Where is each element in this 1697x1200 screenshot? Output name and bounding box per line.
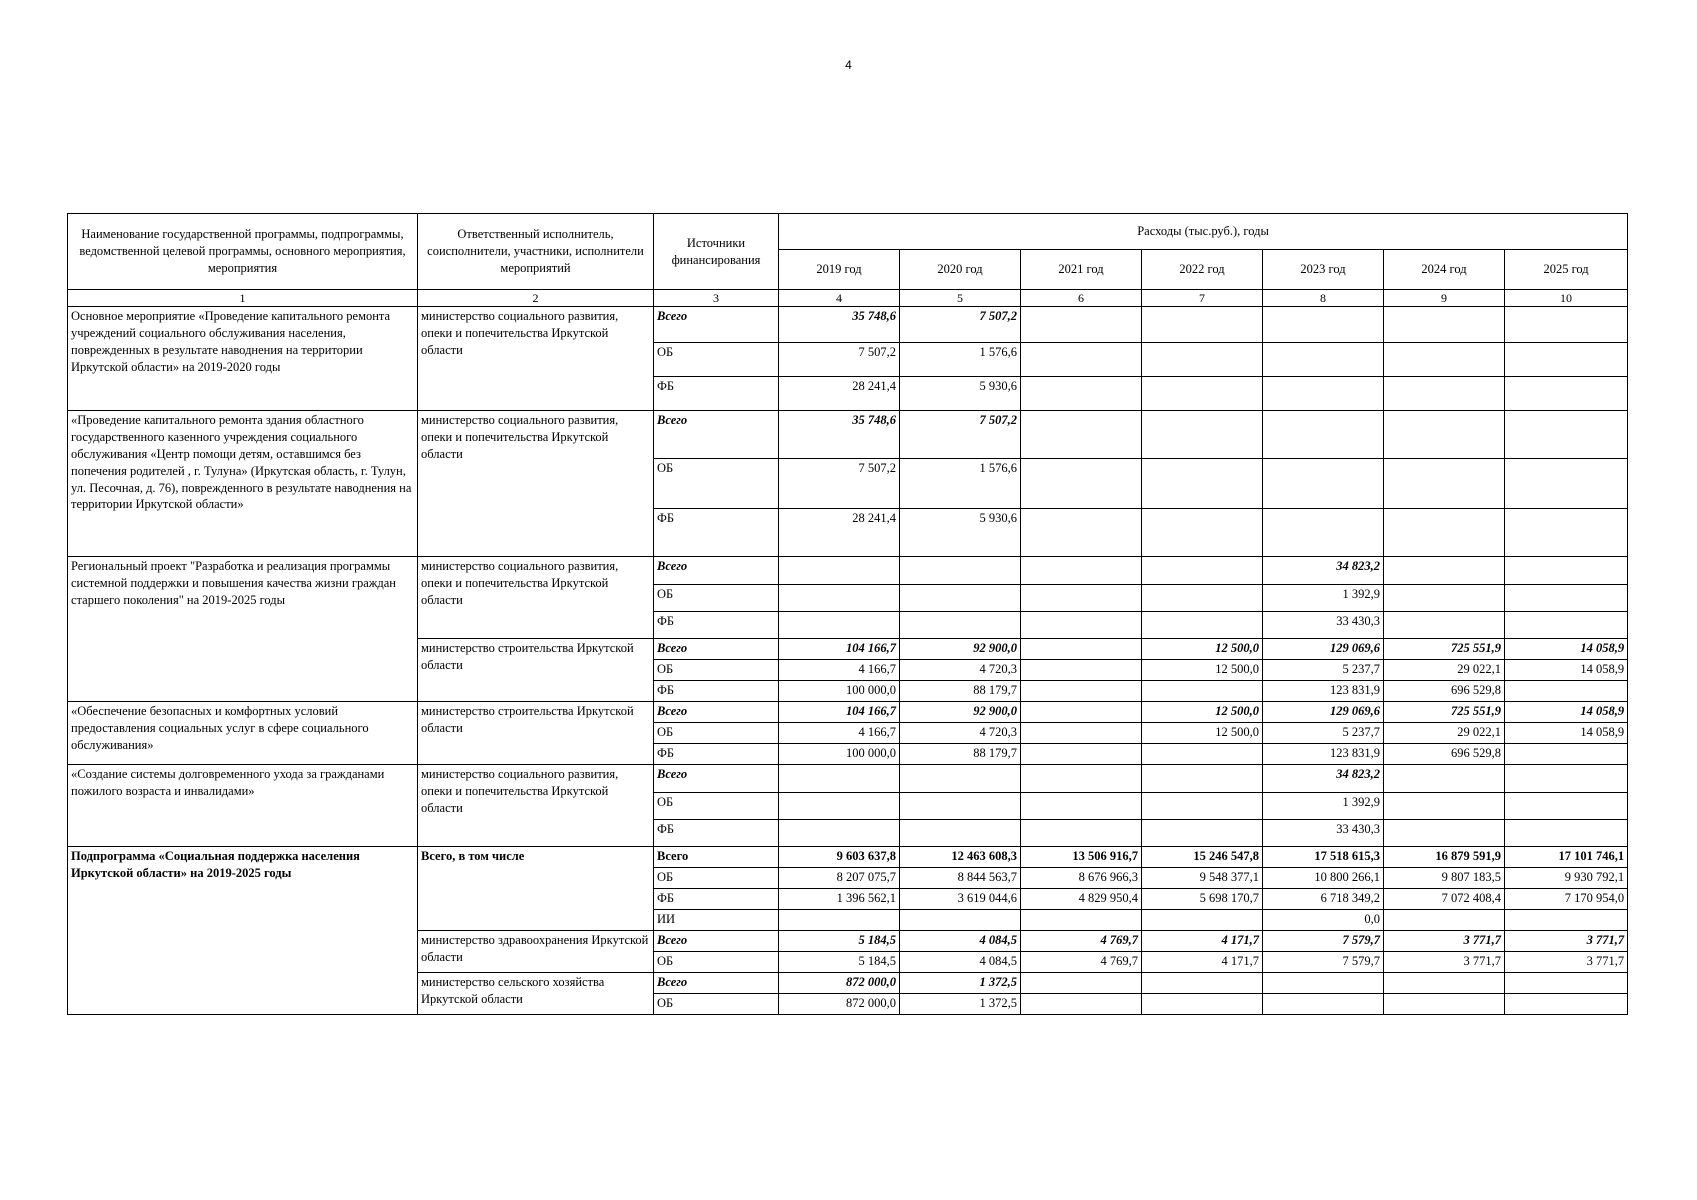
value-cell: 12 463 608,3 — [900, 847, 1021, 868]
value-cell: 3 771,7 — [1384, 931, 1505, 952]
value-cell — [1021, 702, 1142, 723]
value-cell — [1505, 765, 1628, 793]
value-cell — [900, 585, 1021, 612]
value-cell: 872 000,0 — [779, 973, 900, 994]
col-number: 2 — [418, 290, 654, 307]
value-cell: 5 698 170,7 — [1142, 889, 1263, 910]
source-cell: ОБ — [654, 459, 779, 509]
value-cell: 100 000,0 — [779, 681, 900, 702]
value-cell — [1263, 411, 1384, 459]
value-cell — [900, 910, 1021, 931]
value-cell — [1142, 973, 1263, 994]
col-number: 4 — [779, 290, 900, 307]
value-cell: 33 430,3 — [1263, 612, 1384, 639]
source-cell: ФБ — [654, 681, 779, 702]
value-cell: 1 392,9 — [1263, 793, 1384, 820]
value-cell — [1021, 509, 1142, 557]
value-cell: 34 823,2 — [1263, 557, 1384, 585]
value-cell — [1263, 459, 1384, 509]
value-cell — [779, 793, 900, 820]
value-cell — [1021, 639, 1142, 660]
value-cell: 7 507,2 — [779, 459, 900, 509]
value-cell: 17 101 746,1 — [1505, 847, 1628, 868]
program-name-cell: Региональный проект "Разработка и реализация программы системной поддержки и повышения качества жизни граждан старшего поколения" на 2019-2025 годы — [68, 557, 418, 702]
value-cell: 123 831,9 — [1263, 681, 1384, 702]
value-cell: 35 748,6 — [779, 307, 900, 343]
table-row — [68, 557, 1628, 585]
value-cell: 104 166,7 — [779, 639, 900, 660]
value-cell — [1505, 910, 1628, 931]
header-executor: Ответственный исполнитель, соисполнители, участники, исполнители мероприятий — [418, 214, 654, 290]
source-cell: Всего — [654, 973, 779, 994]
value-cell — [1384, 307, 1505, 343]
value-cell: 7 579,7 — [1263, 952, 1384, 973]
value-cell: 7 507,2 — [900, 411, 1021, 459]
source-cell: ОБ — [654, 868, 779, 889]
value-cell — [1021, 612, 1142, 639]
value-cell: 29 022,1 — [1384, 660, 1505, 681]
value-cell: 9 548 377,1 — [1142, 868, 1263, 889]
value-cell: 3 771,7 — [1505, 931, 1628, 952]
value-cell: 129 069,6 — [1263, 639, 1384, 660]
value-cell — [779, 557, 900, 585]
table-body — [68, 307, 1628, 1015]
value-cell: 13 506 916,7 — [1021, 847, 1142, 868]
value-cell: 4 166,7 — [779, 660, 900, 681]
value-cell: 8 676 966,3 — [1021, 868, 1142, 889]
value-cell — [1384, 973, 1505, 994]
value-cell: 3 619 044,6 — [900, 889, 1021, 910]
value-cell — [1263, 307, 1384, 343]
value-cell — [1021, 585, 1142, 612]
value-cell: 1 576,6 — [900, 343, 1021, 377]
value-cell: 725 551,9 — [1384, 702, 1505, 723]
source-cell: Всего — [654, 847, 779, 868]
col-number: 7 — [1142, 290, 1263, 307]
value-cell — [1021, 377, 1142, 411]
executor-cell: Всего, в том числе — [418, 847, 654, 931]
value-cell: 1 372,5 — [900, 973, 1021, 994]
value-cell: 9 807 183,5 — [1384, 868, 1505, 889]
value-cell — [900, 793, 1021, 820]
value-cell — [1142, 411, 1263, 459]
value-cell — [1142, 612, 1263, 639]
value-cell — [1263, 973, 1384, 994]
value-cell — [1142, 377, 1263, 411]
value-cell: 872 000,0 — [779, 994, 900, 1015]
value-cell: 4 720,3 — [900, 723, 1021, 744]
executor-cell: министерство социального развития, опеки и попечительства Иркутской области — [418, 307, 654, 411]
value-cell — [1021, 973, 1142, 994]
value-cell: 5 237,7 — [1263, 723, 1384, 744]
source-cell: ФБ — [654, 889, 779, 910]
col-number: 5 — [900, 290, 1021, 307]
header-year: 2024 год — [1384, 250, 1505, 290]
page-number: 4 — [845, 58, 852, 72]
value-cell — [1142, 585, 1263, 612]
value-cell — [1505, 459, 1628, 509]
header-year: 2020 год — [900, 250, 1021, 290]
value-cell: 696 529,8 — [1384, 681, 1505, 702]
value-cell — [1505, 994, 1628, 1015]
budget-table — [67, 213, 1628, 1015]
header-year: 2023 год — [1263, 250, 1384, 290]
value-cell: 4 769,7 — [1021, 952, 1142, 973]
value-cell: 5 184,5 — [779, 931, 900, 952]
value-cell — [1263, 343, 1384, 377]
value-cell — [1142, 994, 1263, 1015]
value-cell: 14 058,9 — [1505, 702, 1628, 723]
value-cell — [1505, 612, 1628, 639]
value-cell — [1384, 612, 1505, 639]
value-cell: 4 084,5 — [900, 931, 1021, 952]
source-cell: ОБ — [654, 343, 779, 377]
header-name: Наименование государственной программы, подпрограммы, ведомственной целевой программы, основного мероприятия, мероприятия — [68, 214, 418, 290]
value-cell: 5 930,6 — [900, 377, 1021, 411]
source-cell: Всего — [654, 639, 779, 660]
value-cell — [1384, 820, 1505, 847]
value-cell — [1021, 994, 1142, 1015]
value-cell: 15 246 547,8 — [1142, 847, 1263, 868]
source-cell: Всего — [654, 411, 779, 459]
value-cell — [1384, 509, 1505, 557]
value-cell: 4 769,7 — [1021, 931, 1142, 952]
value-cell: 4 166,7 — [779, 723, 900, 744]
value-cell — [1021, 343, 1142, 377]
source-cell: Всего — [654, 557, 779, 585]
value-cell: 92 900,0 — [900, 702, 1021, 723]
value-cell: 14 058,9 — [1505, 639, 1628, 660]
executor-cell: министерство социального развития, опеки и попечительства Иркутской области — [418, 411, 654, 557]
value-cell: 14 058,9 — [1505, 723, 1628, 744]
value-cell — [1021, 793, 1142, 820]
table-row — [68, 307, 1628, 343]
executor-cell: министерство сельского хозяйства Иркутской области — [418, 973, 654, 1015]
header-year: 2019 год — [779, 250, 900, 290]
col-number: 8 — [1263, 290, 1384, 307]
value-cell: 17 518 615,3 — [1263, 847, 1384, 868]
col-number: 6 — [1021, 290, 1142, 307]
value-cell — [1263, 509, 1384, 557]
value-cell — [1505, 744, 1628, 765]
value-cell — [1505, 411, 1628, 459]
value-cell — [1021, 820, 1142, 847]
table-row — [68, 847, 1628, 868]
value-cell — [1384, 910, 1505, 931]
value-cell: 92 900,0 — [900, 639, 1021, 660]
value-cell — [1384, 459, 1505, 509]
value-cell — [1021, 307, 1142, 343]
executor-cell: министерство строительства Иркутской области — [418, 702, 654, 765]
value-cell — [779, 820, 900, 847]
value-cell — [1384, 994, 1505, 1015]
value-cell: 5 930,6 — [900, 509, 1021, 557]
value-cell: 3 771,7 — [1384, 952, 1505, 973]
value-cell: 6 718 349,2 — [1263, 889, 1384, 910]
source-cell: ФБ — [654, 377, 779, 411]
header-source: Источники финансирования — [654, 214, 779, 290]
value-cell — [1142, 557, 1263, 585]
value-cell: 88 179,7 — [900, 681, 1021, 702]
value-cell — [1142, 793, 1263, 820]
value-cell — [1142, 459, 1263, 509]
value-cell — [1505, 557, 1628, 585]
value-cell — [1505, 793, 1628, 820]
value-cell: 12 500,0 — [1142, 723, 1263, 744]
source-cell: ОБ — [654, 994, 779, 1015]
value-cell: 12 500,0 — [1142, 639, 1263, 660]
value-cell: 9 603 637,8 — [779, 847, 900, 868]
source-cell: Всего — [654, 307, 779, 343]
value-cell: 34 823,2 — [1263, 765, 1384, 793]
value-cell — [1142, 820, 1263, 847]
table-row — [68, 702, 1628, 723]
executor-cell: министерство строительства Иркутской области — [418, 639, 654, 702]
value-cell: 28 241,4 — [779, 509, 900, 557]
value-cell — [1142, 765, 1263, 793]
value-cell — [1505, 681, 1628, 702]
value-cell — [779, 910, 900, 931]
value-cell: 100 000,0 — [779, 744, 900, 765]
value-cell — [1384, 343, 1505, 377]
value-cell: 14 058,9 — [1505, 660, 1628, 681]
value-cell — [1021, 910, 1142, 931]
value-cell — [1263, 377, 1384, 411]
value-cell: 33 430,3 — [1263, 820, 1384, 847]
value-cell: 9 930 792,1 — [1505, 868, 1628, 889]
source-cell: Всего — [654, 702, 779, 723]
source-cell: ФБ — [654, 820, 779, 847]
value-cell: 4 171,7 — [1142, 931, 1263, 952]
col-number: 10 — [1505, 290, 1628, 307]
program-name-cell: Основное мероприятие «Проведение капитального ремонта учреждений социального обслуживания населения, поврежденных в результате наводнения на территории Иркутской области» на 2019-2020 годы — [68, 307, 418, 411]
value-cell — [1142, 910, 1263, 931]
value-cell: 7 507,2 — [779, 343, 900, 377]
source-cell: ОБ — [654, 952, 779, 973]
value-cell: 88 179,7 — [900, 744, 1021, 765]
value-cell: 4 829 950,4 — [1021, 889, 1142, 910]
executor-cell: министерство здравоохранения Иркутской области — [418, 931, 654, 973]
value-cell — [1384, 377, 1505, 411]
value-cell — [900, 612, 1021, 639]
col-number: 9 — [1384, 290, 1505, 307]
value-cell — [1021, 459, 1142, 509]
value-cell — [779, 612, 900, 639]
value-cell — [1021, 681, 1142, 702]
source-cell: ФБ — [654, 744, 779, 765]
program-name-cell: «Проведение капитального ремонта здания областного государственного казенного учреждения социального обслуживания «Центр помощи детям, оставшимся без попечения родителей , г. Тулуна» (Иркутская область, г. Тулун, ул. Песочная, д. 76), поврежденного в результате наводнения на территории Иркутской области» — [68, 411, 418, 557]
source-cell: Всего — [654, 765, 779, 793]
value-cell: 29 022,1 — [1384, 723, 1505, 744]
value-cell — [1142, 509, 1263, 557]
value-cell: 725 551,9 — [1384, 639, 1505, 660]
value-cell — [1021, 723, 1142, 744]
executor-cell: министерство социального развития, опеки и попечительства Иркутской области — [418, 765, 654, 847]
value-cell: 35 748,6 — [779, 411, 900, 459]
value-cell: 4 171,7 — [1142, 952, 1263, 973]
value-cell: 4 084,5 — [900, 952, 1021, 973]
table-row — [68, 411, 1628, 459]
value-cell — [1021, 411, 1142, 459]
value-cell — [1263, 994, 1384, 1015]
col-number: 1 — [68, 290, 418, 307]
value-cell — [779, 585, 900, 612]
value-cell — [779, 765, 900, 793]
value-cell — [1142, 744, 1263, 765]
header-year: 2021 год — [1021, 250, 1142, 290]
value-cell: 12 500,0 — [1142, 702, 1263, 723]
program-name-cell: «Обеспечение безопасных и комфортных условий предоставления социальных услуг в сфере социального обслуживания» — [68, 702, 418, 765]
value-cell — [1142, 343, 1263, 377]
value-cell: 10 800 266,1 — [1263, 868, 1384, 889]
value-cell — [1505, 343, 1628, 377]
value-cell: 129 069,6 — [1263, 702, 1384, 723]
source-cell: ФБ — [654, 612, 779, 639]
value-cell — [1505, 509, 1628, 557]
value-cell — [1021, 765, 1142, 793]
value-cell: 5 184,5 — [779, 952, 900, 973]
col-number: 3 — [654, 290, 779, 307]
value-cell — [1384, 585, 1505, 612]
value-cell: 12 500,0 — [1142, 660, 1263, 681]
value-cell — [900, 557, 1021, 585]
value-cell: 3 771,7 — [1505, 952, 1628, 973]
value-cell — [1505, 585, 1628, 612]
value-cell — [1021, 744, 1142, 765]
source-cell: ОБ — [654, 660, 779, 681]
value-cell — [900, 765, 1021, 793]
program-name-cell: «Создание системы долговременного ухода за гражданами пожилого возраста и инвалидами» — [68, 765, 418, 847]
source-cell: ОБ — [654, 723, 779, 744]
value-cell — [1384, 411, 1505, 459]
value-cell — [900, 820, 1021, 847]
value-cell — [1384, 557, 1505, 585]
value-cell — [1021, 557, 1142, 585]
value-cell: 7 072 408,4 — [1384, 889, 1505, 910]
header-year: 2022 год — [1142, 250, 1263, 290]
source-cell: ИИ — [654, 910, 779, 931]
value-cell: 5 237,7 — [1263, 660, 1384, 681]
value-cell: 1 576,6 — [900, 459, 1021, 509]
value-cell — [1505, 820, 1628, 847]
value-cell: 1 372,5 — [900, 994, 1021, 1015]
program-name-cell: Подпрограмма «Социальная поддержка населения Иркутской области» на 2019-2025 годы — [68, 847, 418, 1015]
value-cell — [1142, 681, 1263, 702]
value-cell: 7 170 954,0 — [1505, 889, 1628, 910]
value-cell: 7 579,7 — [1263, 931, 1384, 952]
header-expenses: Расходы (тыс.руб.), годы — [779, 214, 1628, 250]
value-cell: 0,0 — [1263, 910, 1384, 931]
source-cell: ФБ — [654, 509, 779, 557]
header-year: 2025 год — [1505, 250, 1628, 290]
value-cell — [1384, 765, 1505, 793]
value-cell — [1384, 793, 1505, 820]
value-cell: 104 166,7 — [779, 702, 900, 723]
value-cell: 1 392,9 — [1263, 585, 1384, 612]
value-cell — [1505, 973, 1628, 994]
value-cell: 1 396 562,1 — [779, 889, 900, 910]
value-cell — [1142, 307, 1263, 343]
source-cell: ОБ — [654, 585, 779, 612]
source-cell: Всего — [654, 931, 779, 952]
value-cell: 16 879 591,9 — [1384, 847, 1505, 868]
executor-cell: министерство социального развития, опеки и попечительства Иркутской области — [418, 557, 654, 639]
value-cell: 696 529,8 — [1384, 744, 1505, 765]
value-cell: 4 720,3 — [900, 660, 1021, 681]
value-cell — [1021, 660, 1142, 681]
source-cell: ОБ — [654, 793, 779, 820]
value-cell: 7 507,2 — [900, 307, 1021, 343]
value-cell — [1505, 377, 1628, 411]
value-cell: 8 207 075,7 — [779, 868, 900, 889]
table-row — [68, 765, 1628, 793]
value-cell: 8 844 563,7 — [900, 868, 1021, 889]
value-cell — [1505, 307, 1628, 343]
value-cell: 123 831,9 — [1263, 744, 1384, 765]
value-cell: 28 241,4 — [779, 377, 900, 411]
